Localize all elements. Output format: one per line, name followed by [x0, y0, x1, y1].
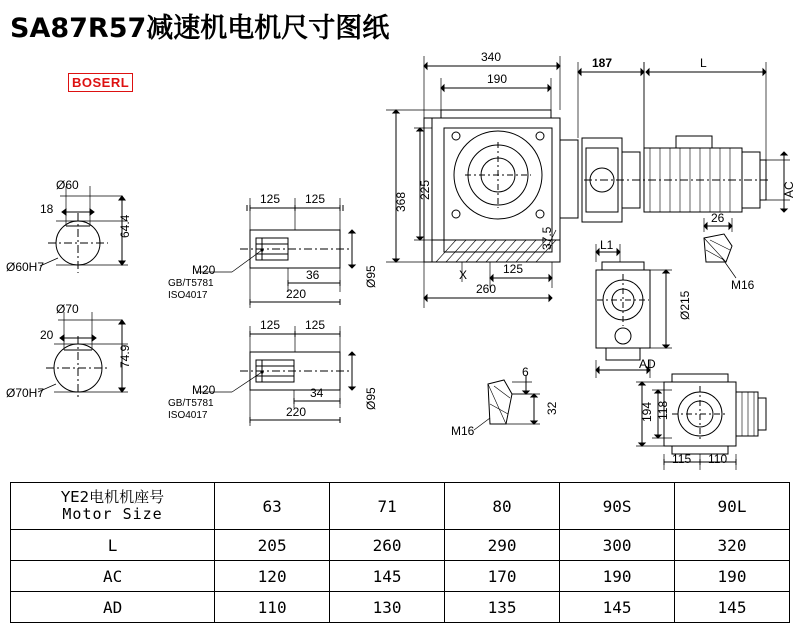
label-flange-dia-215: Ø215	[678, 290, 692, 320]
label-upper-220: 220	[286, 287, 307, 301]
label-main-187: 187	[592, 56, 613, 70]
label-lower-125-a: 125	[260, 318, 281, 332]
label-lower-iso: ISO4017	[168, 410, 208, 421]
label-main-225: 225	[418, 179, 432, 200]
table-cell-L-2: 290	[445, 530, 560, 561]
table-row	[11, 561, 790, 592]
label-lower-220: 220	[286, 405, 307, 419]
table-cell-AD-3: 145	[560, 592, 675, 623]
label-height-74-9: 74.9	[118, 344, 132, 368]
label-main-190: 190	[487, 72, 508, 86]
table-cell-AC-3: 190	[560, 561, 675, 592]
label-upper-m20: M20	[192, 263, 216, 277]
label-thread-m16-right: M16	[731, 278, 755, 292]
label-height-64-4: 64.4	[118, 214, 132, 238]
label-upper-iso: ISO4017	[168, 290, 208, 301]
table-header-size-3: 90S	[560, 483, 675, 530]
label-upper-125-b: 125	[305, 192, 326, 206]
table-header-size-1: 71	[330, 483, 445, 530]
page-title: SA87R57减速机电机尺寸图纸	[10, 13, 390, 44]
table-row-header	[11, 483, 790, 530]
table-cell-AC-4: 190	[675, 561, 790, 592]
table-row	[11, 530, 790, 561]
table-row-label-AD: AD	[11, 592, 215, 623]
label-base-194: 194	[640, 401, 654, 422]
key-detail-top-right	[704, 218, 736, 278]
table-header-size-0: 63	[215, 483, 330, 530]
motor-size-table	[10, 482, 790, 623]
table-cell-L-1: 260	[330, 530, 445, 561]
left-view-shaft-60	[40, 186, 128, 273]
table-cell-AC-0: 120	[215, 561, 330, 592]
label-upper-dia-95: Ø95	[364, 265, 378, 288]
table-row	[11, 592, 790, 623]
label-main-260: 260	[476, 282, 497, 296]
left-view-shaft-70	[38, 312, 128, 400]
label-upper-gb: GB/T5781	[168, 278, 214, 289]
label-dia-60-top: Ø60	[56, 178, 79, 192]
label-key-width-20: 20	[40, 328, 54, 342]
label-thread-m16-bottom: M16	[451, 424, 475, 438]
label-main-125: 125	[503, 262, 524, 276]
table-cell-AD-0: 110	[215, 592, 330, 623]
table-cell-L-4: 320	[675, 530, 790, 561]
gearbox-side-view-ad	[596, 244, 672, 378]
label-bore-70-h7: Ø70H7	[6, 386, 45, 400]
table-header-en: Motor Size	[62, 505, 163, 523]
table-header-label	[11, 483, 215, 530]
label-main-37-5: 37.5	[540, 226, 554, 250]
label-axis-x: X	[459, 268, 468, 282]
key-detail-bottom	[474, 376, 540, 430]
label-key-32: 32	[545, 401, 559, 415]
label-key-6: 6	[522, 365, 529, 379]
label-base-110: 110	[708, 452, 728, 466]
label-base-115: 115	[672, 452, 692, 466]
table-cell-AD-2: 135	[445, 592, 560, 623]
label-base-118: 118	[656, 400, 670, 420]
table-cell-L-0: 205	[215, 530, 330, 561]
label-motor-length-L: L	[700, 56, 707, 70]
table-cell-AC-2: 170	[445, 561, 560, 592]
main-gearbox-view	[386, 56, 790, 308]
gearbox-bottom-right-view	[636, 374, 766, 470]
label-dia-70-top: Ø70	[56, 302, 79, 316]
label-key-width-18: 18	[40, 202, 54, 216]
label-lower-m20: M20	[192, 383, 216, 397]
label-key-26: 26	[711, 211, 725, 225]
label-lower-gb: GB/T5781	[168, 398, 214, 409]
table-cell-AC-1: 145	[330, 561, 445, 592]
label-motor-AC: AC	[782, 181, 796, 198]
label-upper-125-a: 125	[260, 192, 281, 206]
label-main-340: 340	[481, 50, 502, 64]
shaft-side-view-lower	[196, 326, 355, 426]
table-header-cn: YE2电机机座号	[60, 487, 165, 506]
label-main-368: 368	[394, 191, 408, 212]
table-header-size-2: 80	[445, 483, 560, 530]
table-row-label-AC: AC	[11, 561, 215, 592]
table-cell-L-3: 300	[560, 530, 675, 561]
brand-logo: BOSERL	[68, 73, 133, 92]
table-header-size-4: 90L	[675, 483, 790, 530]
label-lower-125-b: 125	[305, 318, 326, 332]
label-l1: L1	[600, 238, 614, 252]
table-row-label-L: L	[11, 530, 215, 561]
shaft-side-view-upper	[196, 198, 355, 308]
table-cell-AD-4: 145	[675, 592, 790, 623]
label-ad: AD	[639, 357, 656, 371]
label-lower-34: 34	[310, 386, 324, 400]
label-upper-36: 36	[306, 268, 320, 282]
table-cell-AD-1: 130	[330, 592, 445, 623]
label-lower-dia-95: Ø95	[364, 387, 378, 410]
label-bore-60-h7: Ø60H7	[6, 260, 45, 274]
